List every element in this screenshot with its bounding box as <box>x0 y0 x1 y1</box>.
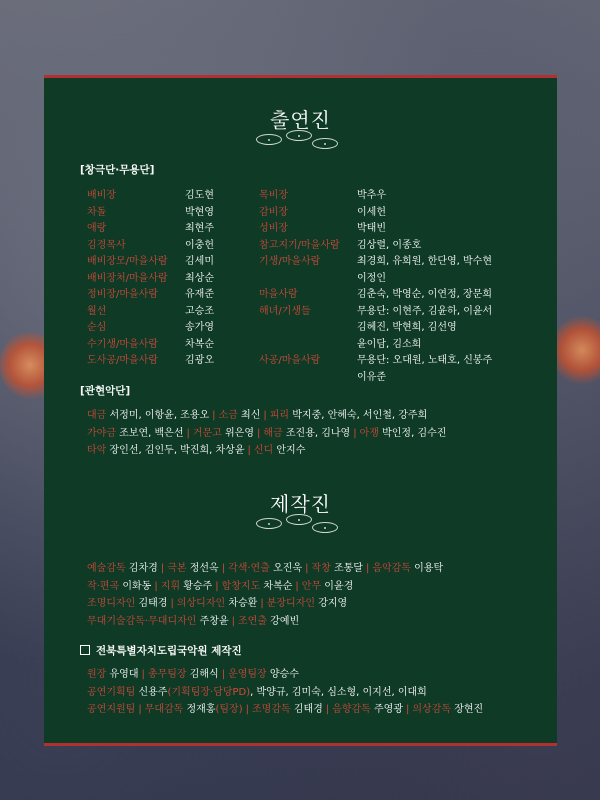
credit-name: 강예빈 <box>266 615 300 627</box>
separator: | <box>257 427 261 439</box>
credit-names: , 박양규, 김미숙, 심소형, 이지선, 이대희 <box>250 686 427 698</box>
credit-line <box>87 406 427 421</box>
ornament-divider <box>256 514 346 536</box>
credit-role: 음향감독 <box>332 704 371 715</box>
credit-name: 황승주 <box>180 580 213 592</box>
credit-name: 장인선, 김인두, 박진희, 차상윤 <box>106 445 245 456</box>
cast-name: 무용단: 오대원, 노태호, 신봉주 <box>357 355 493 366</box>
credit-role: 안무 <box>301 580 322 592</box>
credit-name: 주영광 <box>370 704 403 715</box>
cast-name: 김상렬, 이종호 <box>357 239 422 251</box>
cast-name: 이유준 <box>357 371 386 383</box>
separator: | <box>263 410 267 421</box>
credit-name: 서정미, 이항윤, 조용오 <box>106 410 210 421</box>
separator: | <box>138 704 142 715</box>
cast-role: 목비장 <box>259 190 288 201</box>
credit-name: 신용주 <box>135 686 168 698</box>
cast-name: 이세헌 <box>357 206 386 218</box>
cast-name: 이충헌 <box>185 239 214 251</box>
lantern-glow-right <box>552 315 600 385</box>
cast-heading: 출연진 <box>270 108 331 132</box>
cast-role: 성비장 <box>259 223 288 234</box>
separator: | <box>141 669 145 680</box>
credit-line <box>87 424 446 439</box>
credit-role: 각색·연출 <box>228 563 270 574</box>
cast-role: 배비장 <box>87 190 116 201</box>
credit-role: 무대기술감독·무대디자인 <box>87 615 197 627</box>
ornament-divider <box>256 130 346 152</box>
credit-name: 위은영 <box>221 427 255 439</box>
credit-role: 예술감독 <box>87 563 126 574</box>
credit-name: 정재홍 <box>183 704 216 715</box>
separator: | <box>247 445 251 456</box>
credit-role: 분장디자인 <box>266 598 316 609</box>
credit-line <box>87 700 483 715</box>
separator: | <box>305 563 309 574</box>
cast-role: 애랑 <box>87 223 107 234</box>
credit-name: 주창윤 <box>196 615 229 627</box>
separator: | <box>295 580 299 592</box>
cast-name: 김세미 <box>185 256 214 267</box>
cast-name: 김광오 <box>185 355 214 366</box>
credit-role: 가야금 <box>87 427 116 439</box>
credit-line <box>87 441 305 456</box>
credit-note: (팀장) <box>215 704 243 715</box>
credit-name: 정선옥 <box>186 563 219 574</box>
separator: | <box>221 669 226 680</box>
cast-role: 감비장 <box>259 206 288 218</box>
cast-name: 김춘숙, 박영순, 이연정, 장문희 <box>357 289 492 300</box>
credit-name: 이용탁 <box>410 563 444 574</box>
credit-line <box>87 612 299 627</box>
credit-role: 공연지원팀 <box>87 704 136 715</box>
cast-name: 김혜진, 박현희, 김선영 <box>357 322 457 333</box>
credit-name: 조통달 <box>330 563 363 574</box>
separator: | <box>353 427 357 439</box>
credit-name: 박지중, 안혜숙, 서인철, 강주희 <box>289 410 428 421</box>
credits-panel <box>44 75 557 746</box>
cast-name: 송가영 <box>185 322 214 333</box>
cast-role: 차돌 <box>87 206 107 218</box>
credit-line <box>87 594 347 609</box>
cast-role: 마을사람 <box>259 289 298 300</box>
separator: | <box>186 427 190 439</box>
cast-name: 박현영 <box>185 206 214 218</box>
cast-role: 수기생/마을사람 <box>87 338 158 350</box>
credit-role: 원장 <box>87 669 107 680</box>
credit-role: 대금 <box>87 410 107 421</box>
credit-role: 합창지도 <box>221 580 261 592</box>
credit-name: 이윤경 <box>321 580 354 592</box>
credit-role: 신디 <box>253 445 274 456</box>
cast-role: 김경목사 <box>87 239 126 251</box>
credit-line <box>87 683 427 698</box>
separator: | <box>154 580 158 592</box>
credit-name: 조보연, 백은선 <box>115 427 184 439</box>
cast-role: 월선 <box>87 305 107 317</box>
credit-name: 조진용, 김나영 <box>282 427 351 439</box>
cast-role: 배비장모/마을사람 <box>87 256 168 267</box>
cast-role: 정비장/마을사람 <box>87 289 158 300</box>
credit-role: 음악감독 <box>372 563 411 574</box>
cast-name: 차복순 <box>185 338 214 350</box>
credit-name: 김태경 <box>135 598 168 609</box>
separator: | <box>160 563 165 574</box>
credit-role: 운영팀장 <box>228 669 267 680</box>
credit-name: 강지영 <box>315 598 348 609</box>
cast-name: 이정인 <box>357 272 386 284</box>
cast-role: 참고지기/마을사람 <box>259 239 340 251</box>
separator: | <box>212 410 216 421</box>
cast-name: 최현주 <box>185 223 214 234</box>
cast-name: 김도현 <box>185 190 214 201</box>
credit-name: 안지수 <box>273 445 306 456</box>
credit-role: 조명감독 <box>252 704 291 715</box>
separator: | <box>365 563 370 574</box>
credit-role: 소금 <box>218 410 238 421</box>
credit-role: 의상디자인 <box>176 598 226 609</box>
credit-name: 양승수 <box>266 669 299 680</box>
separator: | <box>215 580 219 592</box>
credit-name: 최신 <box>237 410 261 421</box>
credit-line <box>87 665 299 680</box>
section-changgeuk: [창극단·무용단] <box>80 164 155 176</box>
credit-role: 극본 <box>167 563 187 574</box>
credit-role: 거문고 <box>192 427 222 439</box>
credit-role: 조명디자인 <box>87 598 136 609</box>
credit-name: 박인정, 김수진 <box>378 427 447 439</box>
credit-name: 차복순 <box>260 580 293 592</box>
separator: | <box>406 704 410 715</box>
credit-name: 김해식 <box>186 669 219 680</box>
separator: | <box>260 598 264 609</box>
cast-role: 사공/마을사람 <box>259 355 321 366</box>
credit-role: 의상감독 <box>412 704 452 715</box>
cast-name: 최상순 <box>185 272 214 284</box>
checkbox-icon <box>80 645 90 655</box>
cast-role: 기생/마을사람 <box>259 256 321 267</box>
credit-role: 총무팀장 <box>147 669 187 680</box>
cast-name: 무용단: 이현주, 김윤하, 이윤서 <box>357 305 493 317</box>
credit-note: (기획팀장·담당PD) <box>167 686 251 698</box>
credit-name: 김태경 <box>290 704 323 715</box>
credit-role: 무대감독 <box>144 704 184 715</box>
credit-role: 해금 <box>263 427 283 439</box>
credit-role: 피리 <box>269 410 290 421</box>
credit-name: 차승환 <box>225 598 258 609</box>
cast-role: 해녀/기생들 <box>259 305 311 317</box>
separator: | <box>325 704 330 715</box>
credit-role: 작창 <box>311 563 331 574</box>
credit-role: 지휘 <box>160 580 181 592</box>
credit-line <box>87 559 443 574</box>
cast-role: 도사공/마을사람 <box>87 355 158 366</box>
credit-role: 작·편곡 <box>87 580 120 592</box>
cast-name: 박추우 <box>357 190 386 201</box>
cast-name: 최경희, 유희원, 한단영, 박수현 <box>357 256 492 267</box>
cast-role: 배비장처/마을사람 <box>87 272 168 284</box>
credit-role: 조연출 <box>238 615 267 627</box>
separator: | <box>245 704 249 715</box>
cast-role: 순심 <box>87 322 107 333</box>
separator: | <box>231 615 235 627</box>
section-institute: 전북특별자치도립국악원 제작진 <box>80 643 242 658</box>
separator: | <box>221 563 226 574</box>
crew-heading: 제작진 <box>270 492 331 516</box>
cast-name: 박태빈 <box>357 223 386 234</box>
credit-name: 오진욱 <box>269 563 303 574</box>
cast-name: 유재준 <box>185 289 214 300</box>
credit-role: 아쟁 <box>359 427 379 439</box>
credit-name: 장현진 <box>451 704 484 715</box>
credit-line <box>87 577 353 592</box>
cast-name: 윤이담, 김소희 <box>357 338 422 350</box>
credit-role: 공연기획팀 <box>87 686 136 698</box>
credit-name: 유영대 <box>106 669 139 680</box>
credit-role: 타악 <box>87 445 107 456</box>
separator: | <box>170 598 174 609</box>
cast-name: 고승조 <box>185 305 214 317</box>
section-orchestra: [관현악단] <box>80 385 131 397</box>
credit-name: 이화동 <box>119 580 152 592</box>
credit-name: 김차경 <box>125 563 158 574</box>
